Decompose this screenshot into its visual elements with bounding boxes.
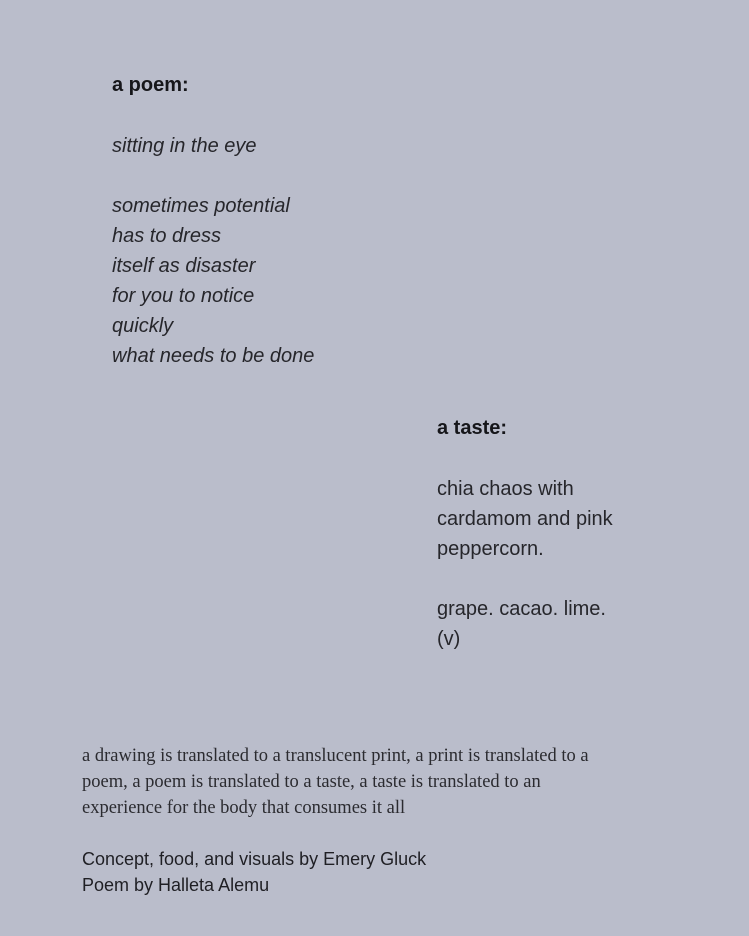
poem-line: what needs to be done	[112, 345, 315, 367]
poem-body	[112, 131, 472, 371]
poem-credit: Poem by Halleta Alemu	[82, 875, 270, 895]
poem-section	[112, 71, 472, 371]
credits	[82, 846, 426, 898]
poem-line: sometimes potential	[112, 195, 290, 217]
taste-line: grape. cacao. lime.	[437, 598, 606, 620]
taste-heading: a taste:	[437, 417, 508, 439]
taste-line: peppercorn.	[437, 538, 544, 560]
taste-body	[437, 474, 727, 654]
poem-line-blank	[112, 161, 472, 191]
description-paragraph	[82, 743, 682, 821]
poem-line: for you to notice	[112, 285, 255, 307]
taste-section	[437, 414, 727, 654]
taste-line: (v)	[437, 628, 461, 650]
taste-line: cardamom and pink	[437, 508, 613, 530]
taste-line-blank	[437, 564, 727, 594]
taste-line: chia chaos with	[437, 478, 574, 500]
description-line: a drawing is translated to a translucent print, a print is translated to a	[82, 746, 589, 766]
poem-line: sitting in the eye	[112, 135, 257, 157]
description-line: experience for the body that consumes it all	[82, 798, 406, 818]
description-line: poem, a poem is translated to a taste, a taste is translated to an	[82, 772, 541, 792]
poem-heading: a poem:	[112, 74, 189, 96]
poem-line: itself as disaster	[112, 255, 256, 277]
concept-credit: Concept, food, and visuals by Emery Gluck	[82, 849, 427, 869]
poem-line: has to dress	[112, 225, 221, 247]
poem-line: quickly	[112, 315, 174, 337]
